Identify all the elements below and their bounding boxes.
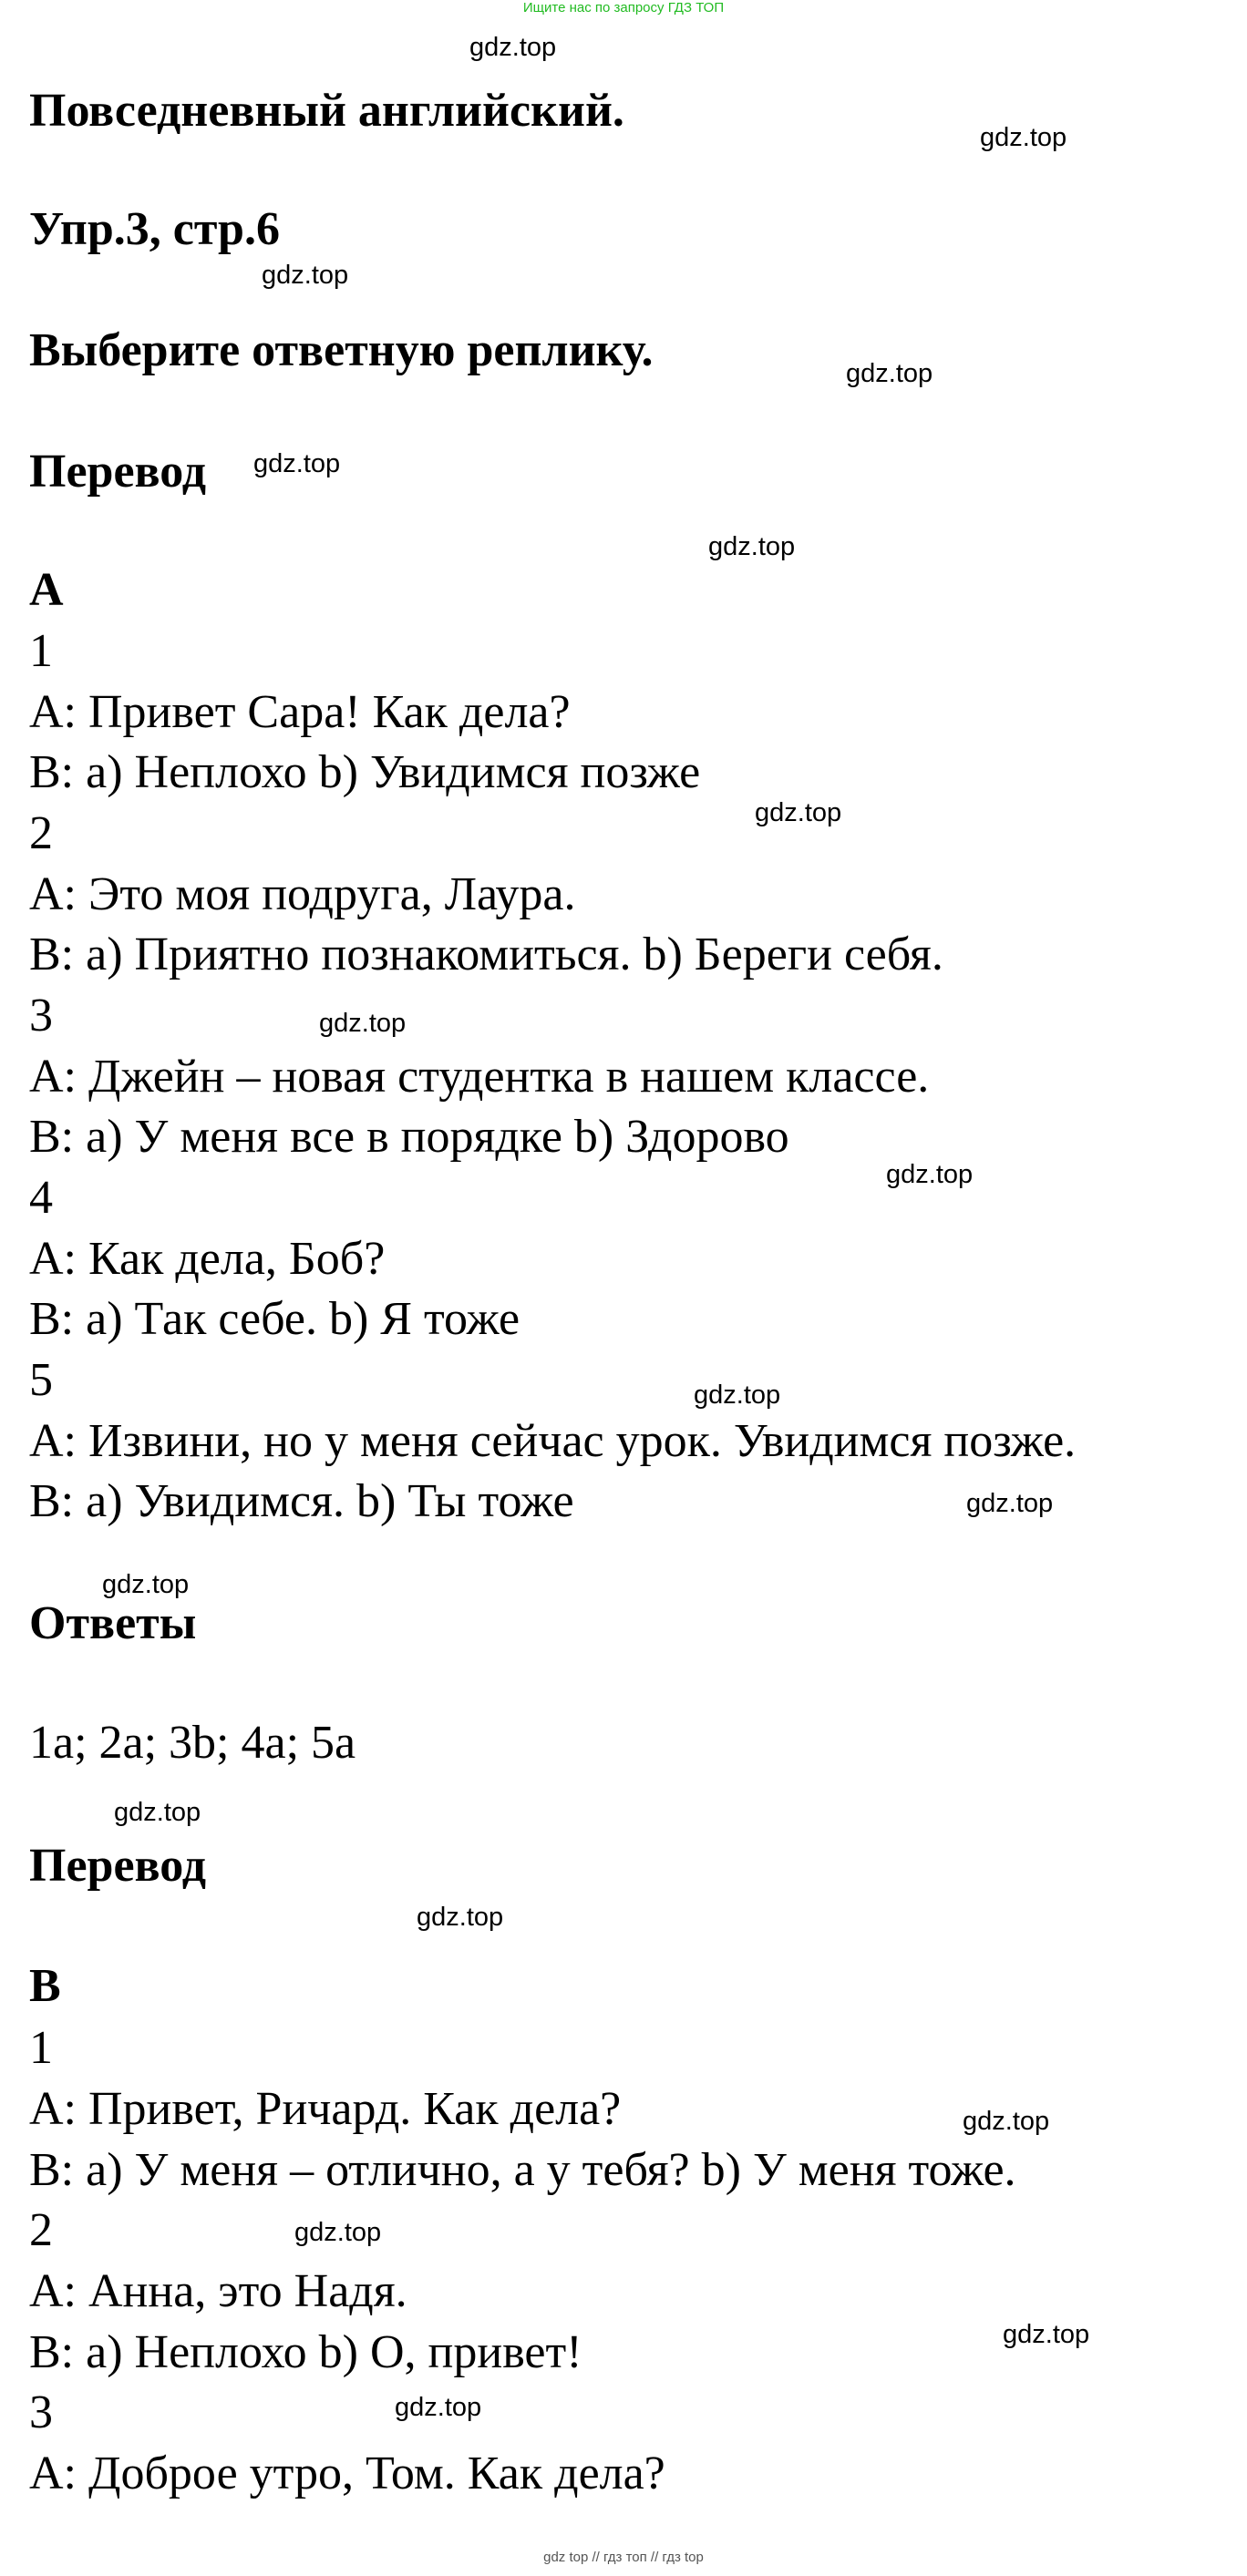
dialogue-line-b: B: а) Приятно познакомиться. b) Береги себя. (29, 929, 943, 980)
watermark: gdz.top (708, 532, 796, 561)
dialogue-line-b: B: а) Так себе. b) Я тоже (29, 1293, 520, 1345)
dialogue-line-a: A: Анна, это Надя. (29, 2265, 407, 2317)
watermark: gdz.top (395, 2393, 482, 2422)
dialogue-line-a: A: Привет, Ричард. Как дела? (29, 2083, 622, 2135)
watermark: gdz.top (417, 1903, 504, 1932)
answers-line: 1a; 2a; 3b; 4a; 5a (29, 1717, 356, 1769)
translation-heading-a: Перевод (29, 446, 207, 498)
watermark: gdz.top (755, 798, 842, 827)
dialogue-line-a: A: Доброе утро, Том. Как дела? (29, 2448, 665, 2499)
watermark: gdz.top (966, 1489, 1054, 1518)
item-number: 4 (29, 1172, 53, 1224)
dialogue-line-a: A: Извини, но у меня сейчас урок. Увидимся позже. (29, 1415, 1077, 1467)
item-number: 2 (29, 807, 53, 859)
watermark: gdz.top (114, 1798, 201, 1827)
watermark: gdz.top (694, 1380, 781, 1410)
dialogue-line-a: A: Это моя подруга, Лаура. (29, 868, 576, 920)
page-title: Повседневный английский. (29, 85, 624, 137)
dialogue-line-b: B: а) У меня – отлично, а у тебя? b) У меня тоже. (29, 2144, 1016, 2196)
dialogue-line-b: B: а) Неплохо b) О, привет! (29, 2326, 582, 2378)
top-banner: Ищите нас по запросу ГДЗ ТОП (522, 0, 725, 15)
dialogue-line-a: A: Привет Сара! Как дела? (29, 686, 571, 738)
dialogue-line-a: A: Джейн – новая студентка в нашем классе. (29, 1051, 930, 1103)
item-number: 1 (29, 625, 53, 677)
dialogue-line-b: B: а) Неплохо b) Увидимся позже (29, 746, 701, 798)
watermark: gdz.top (846, 359, 933, 388)
answers-heading: Ответы (29, 1597, 197, 1649)
watermark: gdz.top (253, 449, 341, 478)
item-number: 3 (29, 2386, 53, 2438)
watermark: gdz.top (1003, 2320, 1090, 2349)
item-number: 5 (29, 1354, 53, 1406)
watermark: gdz.top (102, 1570, 190, 1599)
watermark: gdz.top (294, 2218, 382, 2247)
watermark: gdz.top (980, 123, 1067, 152)
watermark: gdz.top (886, 1160, 974, 1189)
translation-heading-b: Перевод (29, 1840, 207, 1892)
item-number: 2 (29, 2204, 53, 2256)
bottom-banner: gdz top // гдз топ // гдз top (543, 2550, 704, 2565)
watermark: gdz.top (319, 1009, 407, 1038)
watermark: gdz.top (262, 261, 349, 290)
task-heading: Выберите ответную реплику. (29, 324, 654, 376)
watermark: gdz.top (963, 2107, 1050, 2136)
section-a-label: A (29, 564, 64, 616)
dialogue-line-a: A: Как дела, Боб? (29, 1233, 386, 1285)
item-number: 1 (29, 2022, 53, 2074)
section-b-label: B (29, 1960, 61, 2012)
exercise-heading: Упр.3, стр.6 (29, 203, 280, 255)
item-number: 3 (29, 990, 53, 1042)
dialogue-line-b: B: а) У меня все в порядке b) Здорово (29, 1111, 789, 1163)
dialogue-line-b: B: а) Увидимся. b) Ты тоже (29, 1475, 574, 1527)
watermark: gdz.top (469, 33, 557, 62)
